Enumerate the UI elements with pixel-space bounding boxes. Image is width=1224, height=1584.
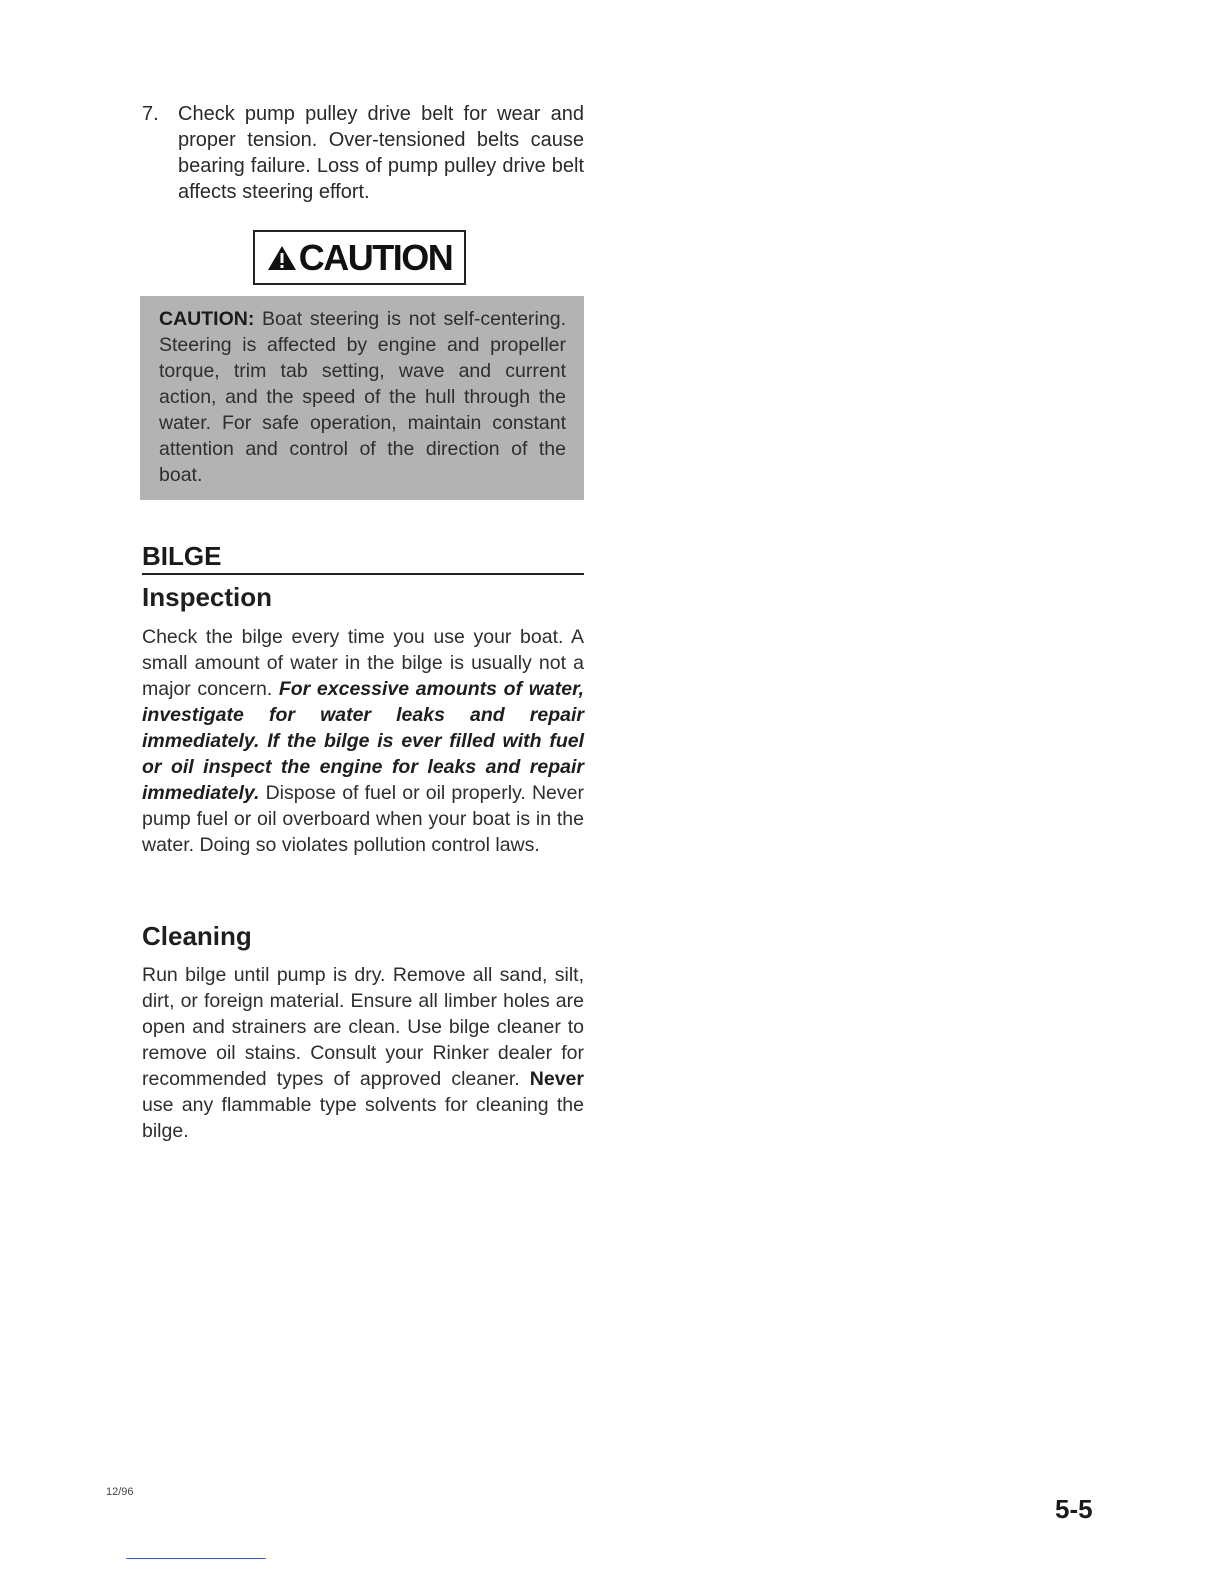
caution-text: Boat steering is not self-centering. Steering is affected by engine and propeller torque, trim tab setting, wave and current action, and the speed of the hull through the water. For safe operation, maintain constant attention and control of the direction of the boat.	[159, 308, 566, 486]
caution-notice	[140, 296, 584, 500]
inspection-emphasis: For excessive amounts of water, investigate for water leaks and repair immediately. If the bilge is ever filled with fuel or oil inspect the engine for leaks and repair immediately.	[142, 678, 584, 804]
inspection-outro: Dispose of fuel or oil properly. Never pump fuel or oil overboard when your boat is in the water. Doing so violates pollution control laws.	[142, 782, 584, 856]
cleaning-text-after: use any flammable type solvents for cleaning the bilge.	[142, 1094, 584, 1142]
section-title-bilge: BILGE	[142, 540, 584, 575]
footer-date: 12/96	[106, 1486, 134, 1498]
cleaning-paragraph	[142, 962, 584, 1144]
page-number: 5-5	[1055, 1494, 1093, 1524]
warning-triangle-icon	[267, 245, 297, 271]
inspection-intro: Check the bilge every time you use your boat. A small amount of water in the bilge is usually not a major concern.	[142, 626, 584, 700]
cleaning-text-before: Run bilge until pump is dry. Remove all sand, silt, dirt, or foreign material. Ensure all limber holes are open and strainers are clean. Use bilge cleaner to remove oil stains. Consult your Rinker dealer for recommended types of approved cleaner.	[142, 964, 584, 1090]
caution-badge-label: CAUTION	[298, 236, 453, 278]
scan-artifact-line	[126, 1558, 266, 1559]
step-7	[142, 101, 584, 205]
step-number: 7.	[142, 103, 159, 125]
caution-lead: CAUTION:	[159, 308, 255, 330]
step-text: Check pump pulley drive belt for wear and proper tension. Over-tensioned belts cause bearing failure. Loss of pump pulley drive belt affects steering effort.	[178, 103, 584, 203]
inspection-paragraph	[142, 624, 584, 858]
cleaning-never: Never	[529, 1068, 584, 1090]
heading-inspection: Inspection	[142, 582, 273, 612]
heading-cleaning: Cleaning	[142, 921, 252, 951]
caution-badge	[253, 230, 466, 285]
